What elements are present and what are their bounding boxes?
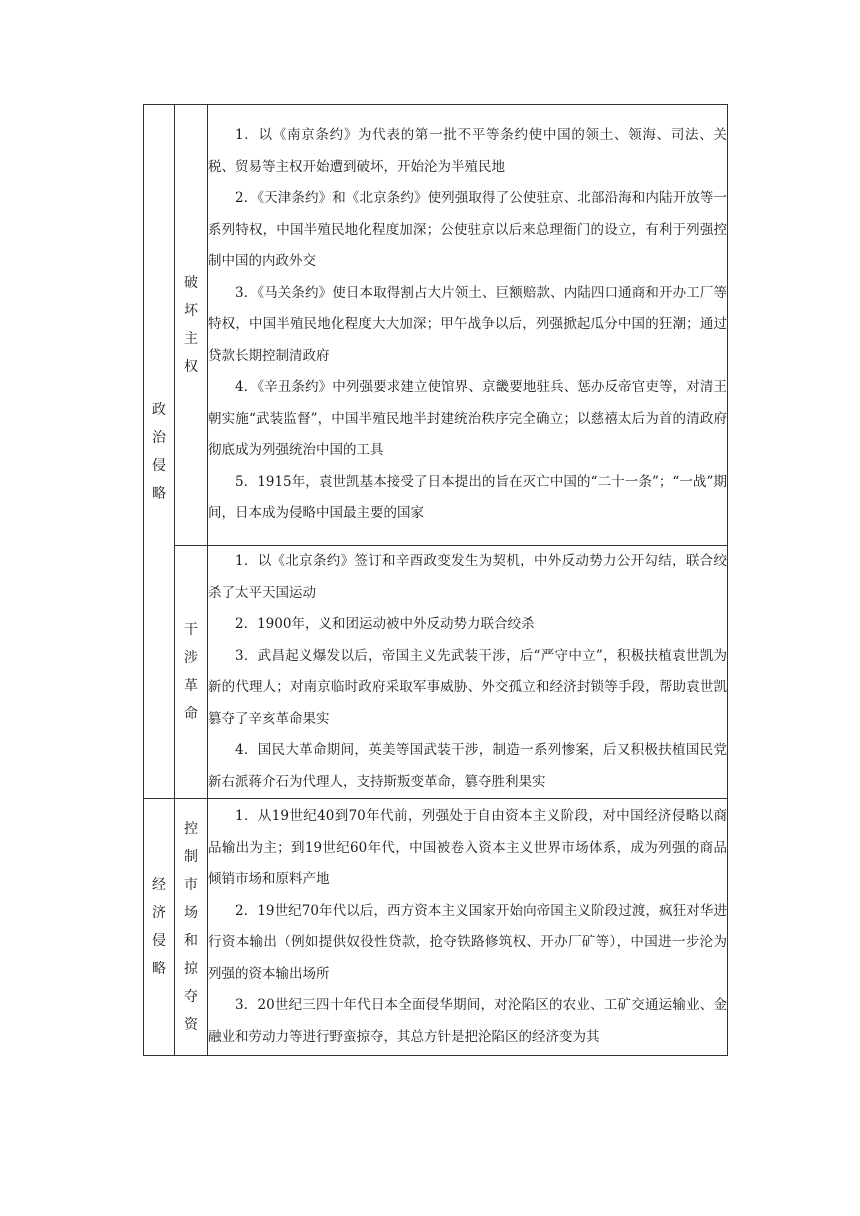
subcategory-char: 资 <box>184 1017 198 1033</box>
list-item: 5．1915年，袁世凯基本接受了日本提出的旨在灭亡中国的“二十一条”；“一战”期间，日本成为侵略中国最主要的国家 <box>208 473 727 522</box>
list-item: 3．《马关条约》使日本取得割占大片领土、巨额赔款、内陆四口通商和开办工厂等特权，中国半殖民地化程度大大加深；甲午战争以后，列强掀起瓜分中国的狂潮；通过贷款长期控制清政府 <box>208 284 727 364</box>
category-char: 侵 <box>152 933 166 949</box>
subcategory-char: 和 <box>184 933 198 949</box>
content-cell-sovereignty <box>208 105 728 546</box>
list-item: 2．《天津条约》和《北京条约》使列强取得了公使驻京、北部沿海和内陆开放等一系列特权，中国半殖民地化程度加深；公使驻京以后来总理衙门的设立，有利于列强控制中国的内政外交 <box>208 190 727 270</box>
list-item: 4．国民大革命期间，英美等国武装干涉，制造一系列惨案，后又积极扶植国民党新右派蒋介石为代理人，支持斯叛变革命，篡夺胜利果实 <box>208 742 727 790</box>
subcategory-char: 控 <box>184 821 198 837</box>
subcategory-char: 涉 <box>184 650 198 666</box>
category-char: 治 <box>152 429 166 446</box>
list-item: 1．以《南京条约》为代表的第一批不平等条约使中国的领土、领海、司法、关税、贸易等主权开始遭到破坏，开始沦为半殖民地 <box>208 127 727 175</box>
subcategory-char: 破 <box>184 275 198 291</box>
category-char: 济 <box>152 905 166 921</box>
subcategory-char: 市 <box>184 877 198 893</box>
list-item: 3．20世纪三四十年代日本全面侵华期间，对沦陷区的农业、工矿交通运输业、金融业和劳动力等进行野蛮掠夺，其总方针是把沦陷区的经济变为其 <box>208 997 727 1045</box>
subcategory-char: 干 <box>184 622 198 638</box>
subcategory-char: 制 <box>184 849 198 865</box>
list-item: 1．从19世纪40到70年代前，列强处于自由资本主义阶段，对中国经济侵略以商品输出为主；到19世纪60年代，中国被卷入资本主义世界市场体系，成为列强的商品倾销市场和原料产地 <box>208 808 727 887</box>
subcategory-char: 权 <box>184 359 198 375</box>
subcategory-char: 场 <box>184 905 198 921</box>
category-political <box>144 105 175 799</box>
list-item: 2．19世纪70年代以后，西方资本主义国家开始向帝国主义阶段过渡，疯狂对华进行资本输出（例如提供奴役性贷款，抢夺铁路修筑权、开办厂矿等），中国进一步沦为列强的资本输出场所 <box>208 902 727 982</box>
list-item: 3．武昌起义爆发以后，帝国主义先武装干涉，后“严守中立”，积极扶植袁世凯为新的代理人；对南京临时政府采取军事威胁、外交孤立和经济封锁等手段，帮助袁世凯篡夺了辛亥革命果实 <box>208 647 727 727</box>
category-char: 略 <box>152 485 166 502</box>
subcategory-char: 命 <box>184 706 198 722</box>
content-cell-revolution <box>208 546 728 799</box>
category-char: 侵 <box>152 457 166 474</box>
category-char: 政 <box>152 401 166 418</box>
subcategory-char: 坏 <box>184 303 198 319</box>
list-item: 2．1900年，义和团运动被中外反动势力联合绞杀 <box>235 616 535 632</box>
category-economic <box>144 799 175 1056</box>
category-char: 经 <box>152 877 166 893</box>
subcategory-char: 掠 <box>184 961 198 977</box>
category-char: 略 <box>152 961 166 977</box>
subcategory-sovereignty <box>175 105 208 546</box>
subcategory-char: 主 <box>184 331 198 347</box>
subcategory-market <box>175 799 208 1056</box>
list-item: 1．以《北京条约》签订和辛酉政变发生为契机，中外反动势力公开勾结，联合绞杀了太平天国运动 <box>208 553 727 601</box>
subcategory-char: 革 <box>184 678 198 694</box>
subcategory-revolution <box>175 546 208 799</box>
content-cell-market <box>208 799 728 1056</box>
content-table <box>143 104 728 1056</box>
subcategory-char: 夺 <box>184 989 198 1005</box>
list-item: 4．《辛丑条约》中列强要求建立使馆界、京畿要地驻兵、惩办反帝官吏等，对清王朝实施“武装监督”，中国半殖民地半封建统治秩序完全确立；以慈禧太后为首的清政府彻底成为列强统治中国的工具 <box>208 379 727 459</box>
